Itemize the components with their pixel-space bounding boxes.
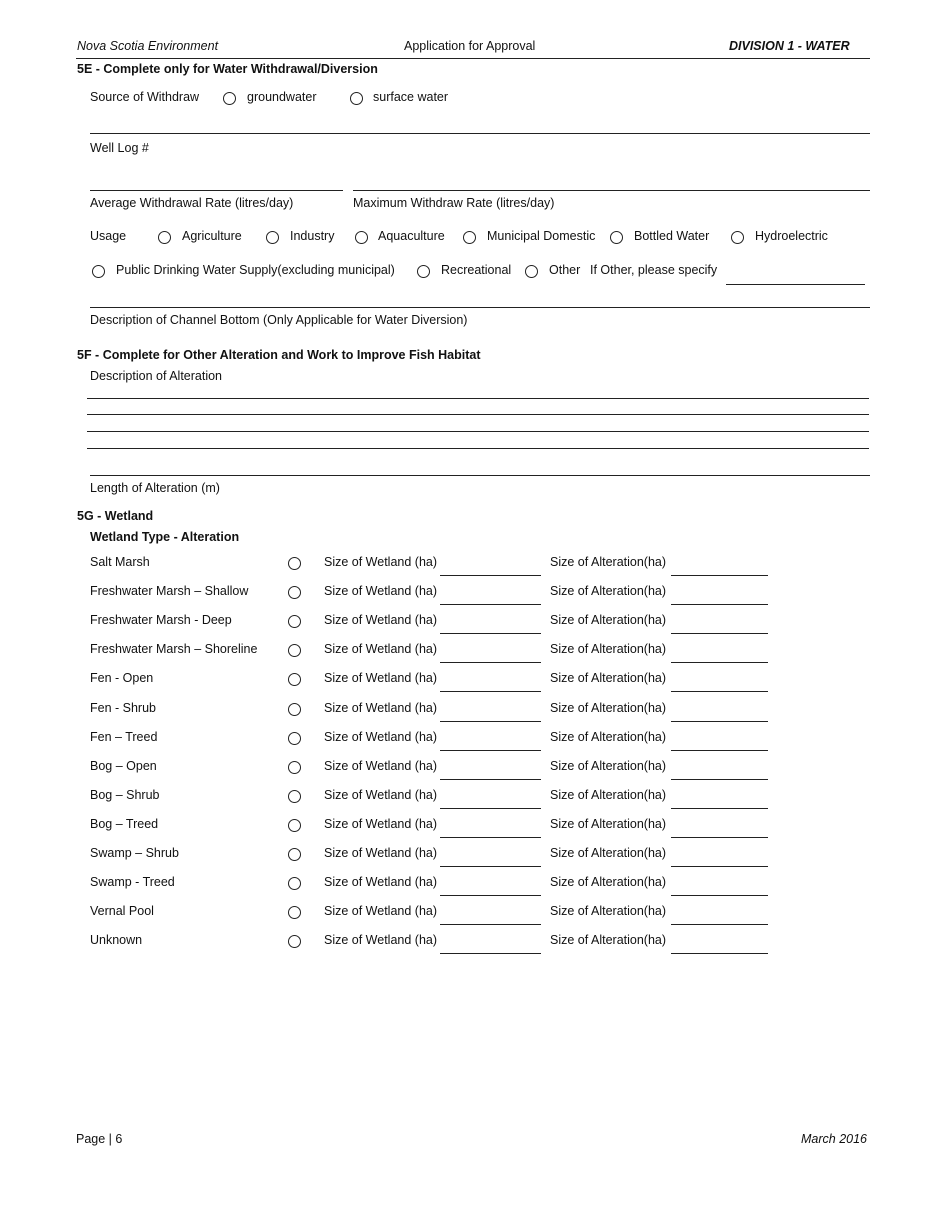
size-of-wetland-input[interactable] (440, 643, 541, 663)
wetland-type-label: Fen - Open (90, 671, 154, 685)
source-surface-water-label: surface water (373, 90, 449, 104)
size-of-wetland-input[interactable] (440, 789, 541, 809)
alteration-description-label: Description of Alteration (90, 369, 223, 383)
size-of-alteration-label: Size of Alteration(ha) (550, 875, 667, 889)
size-of-wetland-input[interactable] (440, 876, 541, 896)
size-of-wetland-label: Size of Wetland (ha) (324, 875, 438, 889)
usage-aquaculture-radio[interactable] (355, 231, 368, 244)
wetland-type-label: Salt Marsh (90, 555, 150, 569)
page-number: Page | 6 (76, 1132, 123, 1146)
wetland-type-radio[interactable] (288, 877, 301, 890)
wetland-type-radio[interactable] (288, 673, 301, 686)
source-surface-water-radio[interactable] (350, 92, 363, 105)
average-withdrawal-rate-input[interactable] (90, 171, 343, 191)
size-of-wetland-label: Size of Wetland (ha) (324, 904, 438, 918)
size-of-wetland-label: Size of Wetland (ha) (324, 730, 438, 744)
usage-municipal-domestic-label: Municipal Domestic (487, 229, 596, 243)
size-of-wetland-input[interactable] (440, 905, 541, 925)
size-of-wetland-input[interactable] (440, 614, 541, 634)
header-agency: Nova Scotia Environment (77, 39, 219, 53)
well-log-input[interactable] (90, 114, 870, 134)
usage-industry-radio[interactable] (266, 231, 279, 244)
size-of-alteration-label: Size of Alteration(ha) (550, 788, 667, 802)
wetland-type-label: Freshwater Marsh – Shoreline (90, 642, 258, 656)
wetland-type-radio[interactable] (288, 703, 301, 716)
average-withdrawal-rate-label: Average Withdrawal Rate (litres/day) (90, 196, 294, 210)
header-division: DIVISION 1 - WATER (729, 39, 850, 53)
usage-hydroelectric-radio[interactable] (731, 231, 744, 244)
size-of-wetland-label: Size of Wetland (ha) (324, 584, 438, 598)
wetland-type-radio[interactable] (288, 819, 301, 832)
section-5e-title: 5E - Complete only for Water Withdrawal/Diversion (77, 62, 378, 76)
size-of-wetland-input[interactable] (440, 585, 541, 605)
wetland-type-radio[interactable] (288, 848, 301, 861)
header-form-title: Application for Approval (404, 39, 536, 53)
size-of-alteration-input[interactable] (671, 672, 768, 692)
usage-label: Usage (90, 229, 127, 243)
size-of-wetland-input[interactable] (440, 934, 541, 954)
revision-date: March 2016 (801, 1132, 868, 1146)
other-specify-label: If Other, please specify (590, 263, 718, 277)
wetland-type-radio[interactable] (288, 761, 301, 774)
wetland-type-label: Swamp – Shrub (90, 846, 179, 860)
wetland-type-radio[interactable] (288, 557, 301, 570)
size-of-alteration-input[interactable] (671, 585, 768, 605)
size-of-alteration-label: Size of Alteration(ha) (550, 671, 667, 685)
section-5f-title: 5F - Complete for Other Alteration and Work to Improve Fish Habitat (77, 348, 481, 362)
size-of-alteration-label: Size of Alteration(ha) (550, 817, 667, 831)
wetland-type-radio[interactable] (288, 935, 301, 948)
usage-other-label: Other (549, 263, 581, 277)
wetland-type-radio[interactable] (288, 790, 301, 803)
size-of-alteration-label: Size of Alteration(ha) (550, 613, 667, 627)
alteration-length-label: Length of Alteration (m) (90, 481, 220, 495)
usage-hydroelectric-label: Hydroelectric (755, 229, 828, 243)
size-of-wetland-input[interactable] (440, 731, 541, 751)
size-of-alteration-label: Size of Alteration(ha) (550, 555, 667, 569)
size-of-alteration-input[interactable] (671, 760, 768, 780)
usage-recreational-label: Recreational (441, 263, 512, 277)
maximum-withdraw-rate-label: Maximum Withdraw Rate (litres/day) (353, 196, 555, 210)
size-of-alteration-input[interactable] (671, 731, 768, 751)
wetland-type-radio[interactable] (288, 732, 301, 745)
wetland-type-label: Bog – Treed (90, 817, 159, 831)
well-log-label: Well Log # (90, 141, 149, 155)
size-of-alteration-label: Size of Alteration(ha) (550, 701, 667, 715)
channel-bottom-label: Description of Channel Bottom (Only Applicable for Water Diversion) (90, 313, 468, 327)
usage-agriculture-label: Agriculture (182, 229, 242, 243)
size-of-wetland-input[interactable] (440, 818, 541, 838)
size-of-alteration-input[interactable] (671, 789, 768, 809)
usage-public-drinking-water-radio[interactable] (92, 265, 105, 278)
wetland-type-label: Unknown (90, 933, 143, 947)
size-of-wetland-label: Size of Wetland (ha) (324, 555, 438, 569)
size-of-alteration-label: Size of Alteration(ha) (550, 584, 667, 598)
other-specify-input[interactable] (726, 265, 865, 285)
wetland-type-header: Wetland Type - Alteration (90, 530, 240, 544)
wetland-type-radio[interactable] (288, 586, 301, 599)
wetland-type-label: Bog – Shrub (90, 788, 160, 802)
size-of-alteration-input[interactable] (671, 905, 768, 925)
size-of-wetland-label: Size of Wetland (ha) (324, 933, 438, 947)
size-of-alteration-input[interactable] (671, 847, 768, 867)
alteration-description-line-4[interactable] (87, 429, 869, 449)
size-of-wetland-label: Size of Wetland (ha) (324, 759, 438, 773)
usage-industry-label: Industry (290, 229, 335, 243)
channel-bottom-input[interactable] (90, 288, 870, 308)
size-of-alteration-input[interactable] (671, 876, 768, 896)
section-5g-title: 5G - Wetland (77, 509, 154, 523)
size-of-wetland-label: Size of Wetland (ha) (324, 642, 438, 656)
wetland-type-label: Bog – Open (90, 759, 157, 773)
source-groundwater-label: groundwater (247, 90, 317, 104)
size-of-wetland-label: Size of Wetland (ha) (324, 613, 438, 627)
size-of-wetland-input[interactable] (440, 556, 541, 576)
wetland-type-label: Vernal Pool (90, 904, 154, 918)
size-of-wetland-label: Size of Wetland (ha) (324, 701, 438, 715)
size-of-wetland-label: Size of Wetland (ha) (324, 671, 438, 685)
size-of-alteration-input[interactable] (671, 934, 768, 954)
size-of-alteration-label: Size of Alteration(ha) (550, 846, 667, 860)
wetland-type-label: Freshwater Marsh – Shallow (90, 584, 249, 598)
wetland-type-label: Swamp - Treed (90, 875, 175, 889)
wetland-type-label: Fen – Treed (90, 730, 158, 744)
size-of-alteration-label: Size of Alteration(ha) (550, 730, 667, 744)
size-of-alteration-input[interactable] (671, 614, 768, 634)
usage-aquaculture-label: Aquaculture (378, 229, 445, 243)
size-of-alteration-input[interactable] (671, 556, 768, 576)
size-of-alteration-label: Size of Alteration(ha) (550, 904, 667, 918)
wetland-type-label: Freshwater Marsh - Deep (90, 613, 232, 627)
size-of-alteration-input[interactable] (671, 643, 768, 663)
size-of-wetland-input[interactable] (440, 702, 541, 722)
size-of-wetland-label: Size of Wetland (ha) (324, 817, 438, 831)
usage-other-radio[interactable] (525, 265, 538, 278)
size-of-wetland-label: Size of Wetland (ha) (324, 846, 438, 860)
size-of-alteration-label: Size of Alteration(ha) (550, 642, 667, 656)
alteration-length-input[interactable] (90, 456, 870, 476)
header-rule (76, 58, 870, 59)
wetland-type-radio[interactable] (288, 906, 301, 919)
size-of-alteration-input[interactable] (671, 818, 768, 838)
usage-municipal-domestic-radio[interactable] (463, 231, 476, 244)
maximum-withdraw-rate-input[interactable] (353, 171, 870, 191)
usage-agriculture-radio[interactable] (158, 231, 171, 244)
size-of-alteration-label: Size of Alteration(ha) (550, 759, 667, 773)
source-groundwater-radio[interactable] (223, 92, 236, 105)
size-of-alteration-label: Size of Alteration(ha) (550, 933, 667, 947)
usage-bottled-water-radio[interactable] (610, 231, 623, 244)
wetland-type-label: Fen - Shrub (90, 701, 157, 715)
usage-public-drinking-water-label: Public Drinking Water Supply(excluding municipal) (116, 263, 395, 277)
usage-recreational-radio[interactable] (417, 265, 430, 278)
source-label: Source of Withdraw (90, 90, 200, 104)
size-of-wetland-input[interactable] (440, 760, 541, 780)
size-of-wetland-input[interactable] (440, 847, 541, 867)
usage-bottled-water-label: Bottled Water (634, 229, 710, 243)
size-of-wetland-input[interactable] (440, 672, 541, 692)
size-of-alteration-input[interactable] (671, 702, 768, 722)
size-of-wetland-label: Size of Wetland (ha) (324, 788, 438, 802)
wetland-type-radio[interactable] (288, 644, 301, 657)
wetland-type-radio[interactable] (288, 615, 301, 628)
